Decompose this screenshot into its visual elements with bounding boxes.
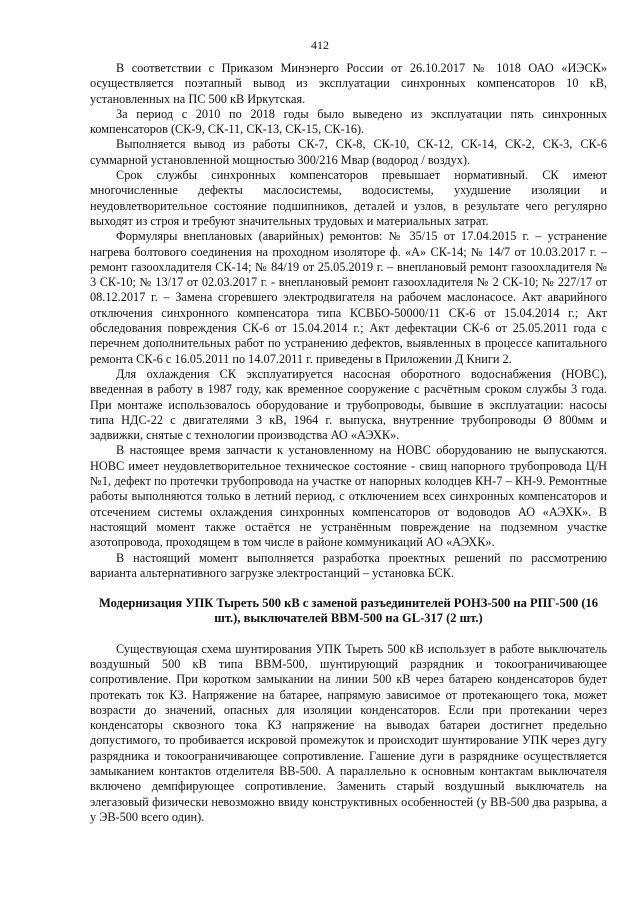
paragraph-order-decommissioning: В соответствии с Приказом Минэнерго России от 26.10.2017 № 1018 ОАО «ИЭСК» осуществляется поэтапный вывод из эксплуатации синхронных компенсаторов 10 кВ, установленных на ПС 500 кВ Иркутская. xyxy=(90,61,607,106)
document-body xyxy=(90,61,607,825)
paragraph-bsk-alternative: В настоящий момент выполняется разработка проектных решений по рассмотрению варианта альтернативного загрузке электростанций – установка БСК. xyxy=(90,550,607,580)
paragraph-cooling-novs: Для охлаждения СК эксплуатируется насосная оборотного водоснабжения (НОВС), введенная в работу в 1987 году, как временное сооружение с расчётным сроком службы 3 года. При монтаже использовалось оборудование и трубопроводы, бывшие в эксплуатации: насосы типа НДС-22 с двигателями 3 кВ, 1964 г. выпуска, внутренние трубопроводы Ø 800мм и задвижки, снятые с технологии производства АО «АЭХК». xyxy=(90,366,607,443)
paragraph-shunting-scheme: Существующая схема шунтирования УПК Тыреть 500 кВ использует в работе выключатель воздушный 500 кВ типа ВВМ-500, шунтирующий разрядник и токоограничивающее сопротивление. При коротком замыкании на линии 500 кВ через батарею конденсаторов будет протекать ток КЗ. Напряжение на батарее, напрямую зависимое от протекающего тока, может возрасти до значений, опасных для изоляции конденсаторов. Если при протекании через конденсаторы сквозного тока КЗ напряжение на выводах батареи достигнет предельно допустимого, то пробивается искровой промежуток и происходит шунтирование УПК через дугу разрядника и токоограничивающее сопротивление. Гашение дуги в разряднике осуществляется замыканием контактов отделителя ВВ-500. А параллельно к основным контактам выключателя включено демпфирующее сопротивление. Заменить старый воздушный выключатель на элегазовый физически невозможно ввиду конструктивных особенностей (у ВВ-500 два разрыва, а у ЭВ-500 всего один). xyxy=(90,641,607,824)
paragraph-service-life: Срок службы синхронных компенсаторов превышает нормативный. СК имеют многочисленные дефекты маслосистемы, водосистемы, ухудшение изоляции и неудовлетворительное состояние подшипников, деталей и узлов, в результате чего регулярно выходят из строя и требуют значительных трудовых и материальных затрат. xyxy=(90,168,607,228)
paragraph-repair-forms: Формуляры внеплановых (аварийных) ремонтов: № 35/15 от 17.04.2015 г. – устранение нагрева болтового соединения на проходном изоляторе ф. «А» СК-14; № 14/7 от 10.03.2017 г. – ремонт газоохладителя СК-14; № 84/19 от 25.05.2019 г. – внеплановый ремонт газоохладителя № 3 СК-10; № 13/17 от 02.03.2017 г. - внеплановый ремонт газоохладителя № 2 СК-10; № 227/17 от 08.12.2017 г. – Замена сгоревшего электродвигателя на рабочем маслонасосе. Акт аварийного отключения синхронного компенсатора типа КСВБО-50000/11 СК-6 от 15.04.2014 г.; Акт обследования повреждения СК-6 от 15.04.2014 г.; Акт дефектации СК-6 от 25.05.2011 года с перечнем дополнительных работ по устранению дефектов, выявленных в процессе капитального ремонта СК-6 с 16.05.2011 по 14.07.2011 г. приведены в Приложении Д Книги 2. xyxy=(90,229,607,366)
page-number: 412 xyxy=(311,38,329,52)
paragraph-decommissioned-2010-2018: За период с 2010 по 2018 годы было выведено из эксплуатации пять синхронных компенсаторов (СК-9, СК-11, СК-13, СК-15, СК-16). xyxy=(90,106,607,137)
paragraph-current-decommissioning: Выполняется вывод из работы СК-7, СК-8, СК-10, СК-12, СК-14, СК-2, СК-3, СК-6 суммарной установленной мощностью 300/216 Мвар (водород / воздух). xyxy=(90,137,607,167)
paragraph-spare-parts: В настоящее время запчасти к установленному на НОВС оборудованию не выпускаются. НОВС имеет неудовлетворительное техническое состояние - свищ напорного трубопровода Ц/Н №1, дефект по протечки трубопровода на участке от напорных колодцев КН-7 – КН-9. Ремонтные работы выполняются только в летний период, с отключением всех синхронных компенсаторов и отсечением системы охлаждения синхронных компенсаторов от водоводов АО «АЭХК». В настоящий момент также остаётся не устранённым повреждение на подземном участке азотопровода, проходящем в том числе в районе коммуникаций АО «АЭХК». xyxy=(90,443,607,550)
section-heading: Модернизация УПК Тыреть 500 кВ с заменой разъединителей РОНЗ-500 на РПГ-500 (16 шт.), выключателей ВВМ-500 на GL-317 (2 шт.) xyxy=(99,596,598,626)
